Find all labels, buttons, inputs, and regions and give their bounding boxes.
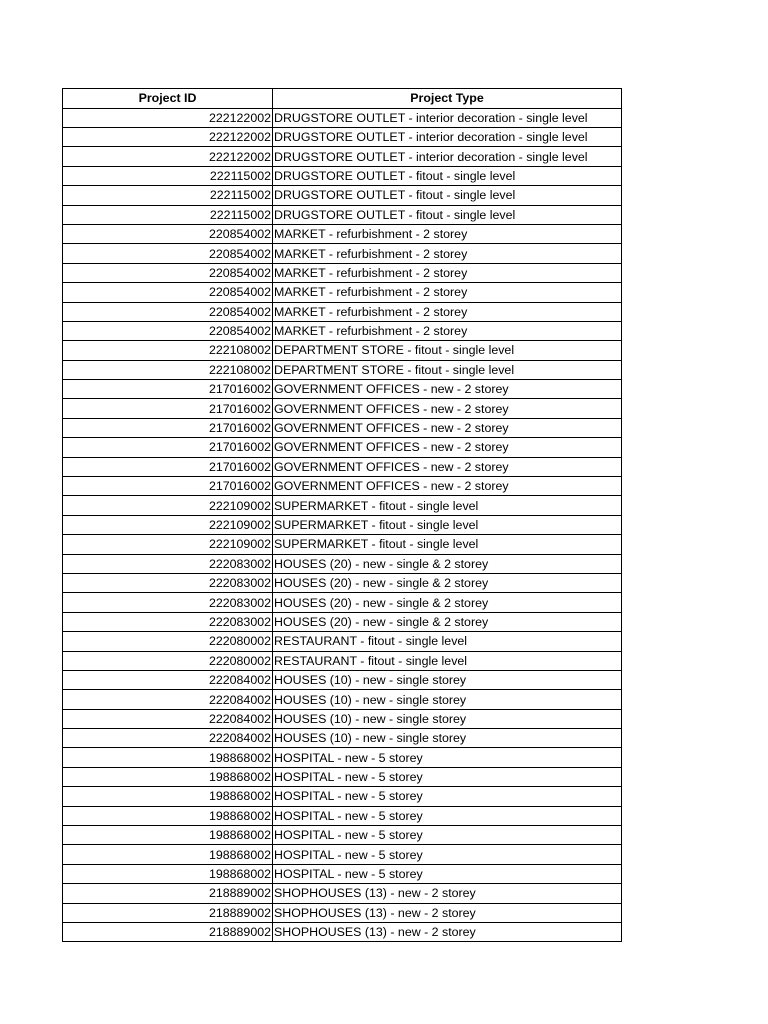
project-type-cell: HOUSES (20) - new - single & 2 storey	[273, 612, 622, 631]
project-type-cell: HOUSES (20) - new - single & 2 storey	[273, 573, 622, 592]
project-type-cell: SHOPHOUSES (13) - new - 2 storey	[273, 923, 622, 942]
header-project-id: Project ID	[63, 89, 273, 109]
project-type-cell: HOUSES (10) - new - single storey	[273, 709, 622, 728]
project-type-cell: SHOPHOUSES (13) - new - 2 storey	[273, 903, 622, 922]
project-type-cell: HOUSES (20) - new - single & 2 storey	[273, 554, 622, 573]
project-id-cell: 218889002	[63, 884, 273, 903]
table-row	[63, 496, 622, 515]
project-type-cell: GOVERNMENT OFFICES - new - 2 storey	[273, 477, 622, 496]
project-type-cell: DRUGSTORE OUTLET - interior decoration - single level	[273, 108, 622, 127]
table-row	[63, 166, 622, 185]
project-id-cell: 220854002	[63, 302, 273, 321]
project-id-cell: 220854002	[63, 224, 273, 243]
project-type-cell: HOUSES (20) - new - single & 2 storey	[273, 593, 622, 612]
table-row	[63, 283, 622, 302]
project-type-cell: HOSPITAL - new - 5 storey	[273, 826, 622, 845]
project-id-cell: 198868002	[63, 845, 273, 864]
table-row	[63, 360, 622, 379]
table-row	[63, 205, 622, 224]
table-row	[63, 147, 622, 166]
table-row	[63, 806, 622, 825]
table-row	[63, 263, 622, 282]
project-id-cell: 220854002	[63, 321, 273, 340]
project-type-cell: HOSPITAL - new - 5 storey	[273, 767, 622, 786]
table-row	[63, 457, 622, 476]
table-row	[63, 612, 622, 631]
project-id-cell: 222115002	[63, 166, 273, 185]
project-id-cell: 222083002	[63, 554, 273, 573]
table-row	[63, 321, 622, 340]
project-type-cell: DEPARTMENT STORE - fitout - single level	[273, 360, 622, 379]
project-id-cell: 198868002	[63, 864, 273, 883]
project-id-cell: 198868002	[63, 748, 273, 767]
table-row	[63, 554, 622, 573]
project-id-cell: 222084002	[63, 670, 273, 689]
project-type-cell: HOSPITAL - new - 5 storey	[273, 806, 622, 825]
project-id-cell: 217016002	[63, 477, 273, 496]
project-type-cell: RESTAURANT - fitout - single level	[273, 632, 622, 651]
project-type-cell: MARKET - refurbishment - 2 storey	[273, 263, 622, 282]
table-row	[63, 535, 622, 554]
table-row	[63, 767, 622, 786]
project-type-cell: HOSPITAL - new - 5 storey	[273, 845, 622, 864]
project-id-cell: 222109002	[63, 496, 273, 515]
project-type-cell: GOVERNMENT OFFICES - new - 2 storey	[273, 380, 622, 399]
project-type-cell: GOVERNMENT OFFICES - new - 2 storey	[273, 457, 622, 476]
project-id-cell: 222109002	[63, 535, 273, 554]
project-id-cell: 222115002	[63, 186, 273, 205]
project-type-cell: SUPERMARKET - fitout - single level	[273, 496, 622, 515]
header-project-type: Project Type	[273, 89, 622, 109]
table-body	[63, 108, 622, 942]
project-type-cell: HOSPITAL - new - 5 storey	[273, 864, 622, 883]
table-row	[63, 748, 622, 767]
project-id-cell: 222083002	[63, 593, 273, 612]
project-id-cell: 220854002	[63, 283, 273, 302]
project-type-cell: SUPERMARKET - fitout - single level	[273, 535, 622, 554]
table-row	[63, 399, 622, 418]
project-id-cell: 218889002	[63, 903, 273, 922]
table-row	[63, 224, 622, 243]
table-row	[63, 884, 622, 903]
project-id-cell: 222083002	[63, 612, 273, 631]
project-type-cell: HOSPITAL - new - 5 storey	[273, 748, 622, 767]
project-id-cell: 222084002	[63, 690, 273, 709]
project-type-cell: DRUGSTORE OUTLET - fitout - single level	[273, 166, 622, 185]
project-id-cell: 222084002	[63, 729, 273, 748]
table-row	[63, 477, 622, 496]
table-row	[63, 729, 622, 748]
project-id-cell: 217016002	[63, 399, 273, 418]
table-row	[63, 515, 622, 534]
table-row	[63, 418, 622, 437]
project-id-cell: 222122002	[63, 127, 273, 146]
project-id-cell: 222080002	[63, 651, 273, 670]
project-type-cell: MARKET - refurbishment - 2 storey	[273, 244, 622, 263]
table-row	[63, 380, 622, 399]
table-row	[63, 438, 622, 457]
table-row	[63, 573, 622, 592]
project-type-cell: MARKET - refurbishment - 2 storey	[273, 283, 622, 302]
project-type-cell: MARKET - refurbishment - 2 storey	[273, 302, 622, 321]
project-type-cell: GOVERNMENT OFFICES - new - 2 storey	[273, 438, 622, 457]
project-type-cell: MARKET - refurbishment - 2 storey	[273, 224, 622, 243]
table-row	[63, 127, 622, 146]
project-type-cell: HOUSES (10) - new - single storey	[273, 670, 622, 689]
table-row	[63, 341, 622, 360]
project-type-cell: MARKET - refurbishment - 2 storey	[273, 321, 622, 340]
project-id-cell: 198868002	[63, 767, 273, 786]
project-id-cell: 217016002	[63, 438, 273, 457]
project-type-cell: HOUSES (10) - new - single storey	[273, 690, 622, 709]
project-id-cell: 222108002	[63, 360, 273, 379]
table-row	[63, 593, 622, 612]
table-row	[63, 690, 622, 709]
project-type-cell: RESTAURANT - fitout - single level	[273, 651, 622, 670]
project-id-cell: 198868002	[63, 787, 273, 806]
project-type-cell: HOSPITAL - new - 5 storey	[273, 787, 622, 806]
table-row	[63, 108, 622, 127]
project-id-cell: 222084002	[63, 709, 273, 728]
project-id-cell: 222122002	[63, 147, 273, 166]
project-type-cell: SUPERMARKET - fitout - single level	[273, 515, 622, 534]
project-id-cell: 220854002	[63, 244, 273, 263]
table-row	[63, 787, 622, 806]
project-id-cell: 217016002	[63, 457, 273, 476]
project-id-cell: 218889002	[63, 923, 273, 942]
table-row	[63, 826, 622, 845]
project-id-cell: 222083002	[63, 573, 273, 592]
table-row	[63, 864, 622, 883]
project-type-cell: DRUGSTORE OUTLET - fitout - single level	[273, 205, 622, 224]
project-id-cell: 198868002	[63, 826, 273, 845]
table-row	[63, 244, 622, 263]
table-row	[63, 923, 622, 942]
header-row	[63, 89, 622, 109]
project-id-cell: 222109002	[63, 515, 273, 534]
project-id-cell: 217016002	[63, 418, 273, 437]
table-row	[63, 651, 622, 670]
project-id-cell: 222080002	[63, 632, 273, 651]
project-id-cell: 220854002	[63, 263, 273, 282]
project-id-cell: 222115002	[63, 205, 273, 224]
table-row	[63, 186, 622, 205]
table-row	[63, 845, 622, 864]
project-type-cell: DEPARTMENT STORE - fitout - single level	[273, 341, 622, 360]
project-type-cell: DRUGSTORE OUTLET - fitout - single level	[273, 186, 622, 205]
project-table	[62, 88, 622, 942]
table-row	[63, 709, 622, 728]
project-type-cell: HOUSES (10) - new - single storey	[273, 729, 622, 748]
project-type-cell: GOVERNMENT OFFICES - new - 2 storey	[273, 418, 622, 437]
table-header	[63, 89, 622, 109]
project-id-cell: 217016002	[63, 380, 273, 399]
table-row	[63, 302, 622, 321]
table-row	[63, 903, 622, 922]
project-type-cell: SHOPHOUSES (13) - new - 2 storey	[273, 884, 622, 903]
table-row	[63, 670, 622, 689]
project-id-cell: 222108002	[63, 341, 273, 360]
project-id-cell: 222122002	[63, 108, 273, 127]
table-row	[63, 632, 622, 651]
project-type-cell: DRUGSTORE OUTLET - interior decoration - single level	[273, 147, 622, 166]
project-type-cell: DRUGSTORE OUTLET - interior decoration - single level	[273, 127, 622, 146]
project-id-cell: 198868002	[63, 806, 273, 825]
project-type-cell: GOVERNMENT OFFICES - new - 2 storey	[273, 399, 622, 418]
